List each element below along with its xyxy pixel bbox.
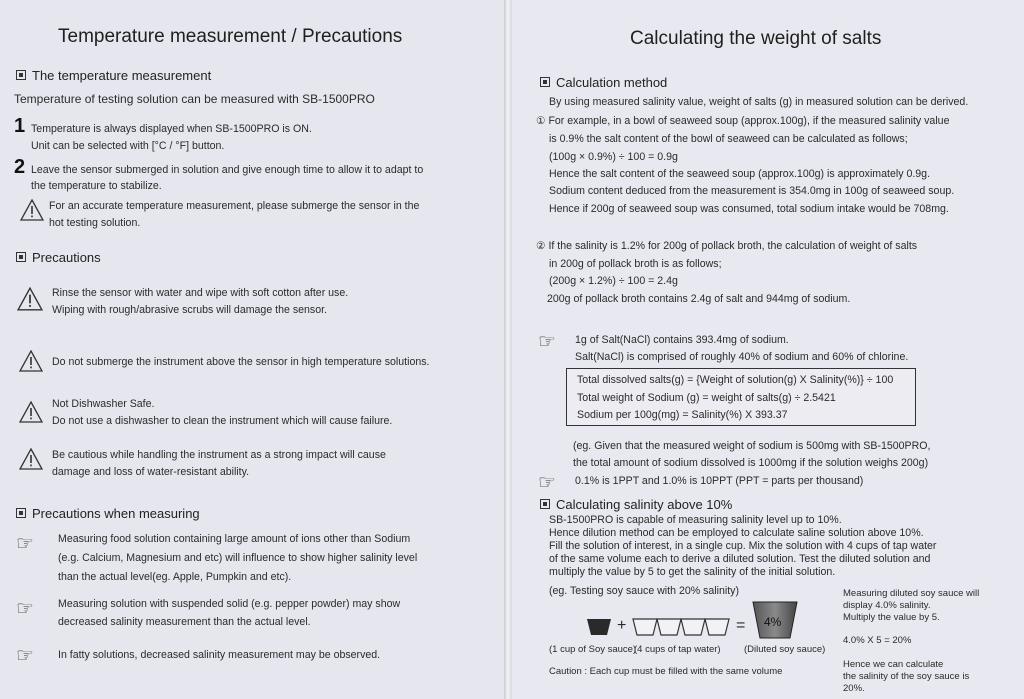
example-1-line-1: ① For example, in a bowl of seaweed soup (approx.100g), if the measured salinity value: [536, 115, 950, 127]
example-1-line-6: Hence if 200g of seaweed soup was consumed, total sodium intake would be 708mg.: [549, 203, 949, 215]
water-cup-3-icon: [680, 618, 706, 636]
precaution-3-line-2: Do not use a dishwasher to clean the instrument which will cause failure.: [52, 415, 393, 427]
precaution-1-line-1: Rinse the sensor with water and wipe with soft cotton after use.: [52, 287, 349, 299]
example-1-line-5: Sodium content deduced from the measurement is 354.0mg in 100g of seaweed soup.: [549, 185, 955, 197]
example-2-line-2: in 200g of pollack broth is as follows;: [549, 258, 722, 270]
formula-total-sodium: Total weight of Sodium (g) = weight of salts(g) ÷ 2.5421: [577, 392, 836, 404]
sodium-example-line-1: (eg. Given that the measured weight of sodium is 500mg with SB-1500PRO,: [573, 440, 931, 452]
caption-diluted: (Diluted soy sauce): [744, 644, 826, 655]
right-page-title: Calculating the weight of salts: [630, 28, 882, 49]
pointing-hand-icon: ☞: [16, 598, 34, 620]
side-note-line-1: Measuring diluted soy sauce will: [843, 588, 980, 599]
formula-total-salts: Total dissolved salts(g) = {Weight of solution(g) X Salinity(%)} ÷ 100: [577, 374, 894, 386]
bullet-square-icon: [540, 77, 550, 87]
soy-sauce-cup-icon: [586, 618, 612, 636]
temperature-intro: Temperature of testing solution can be measured with SB-1500PRO: [14, 92, 375, 106]
above10-line-4: of the same volume each to derive a diluted solution. Test the diluted solution and: [549, 553, 931, 565]
precautions-heading: Precautions: [16, 250, 101, 265]
precaution-1-line-2: Wiping with rough/abrasive scrubs will damage the sensor.: [52, 304, 327, 316]
step-2-number: 2: [14, 156, 26, 178]
example-2-line-4: 200g of pollack broth contains 2.4g of salt and 944mg of sodium.: [547, 293, 851, 305]
plus-sign: +: [617, 617, 627, 634]
bullet-square-icon: [16, 252, 26, 262]
measuring-note-1-line-2: (e.g. Calcium, Magnesium and etc) will influence to show higher salinity level: [58, 552, 418, 564]
measuring-note-3-line-1: In fatty solutions, decreased salinity measurement may be observed.: [58, 649, 381, 661]
side-note-line-7: 20%.: [843, 683, 865, 694]
temperature-warning-line-1: For an accurate temperature measurement, please submerge the sensor in the: [49, 200, 420, 212]
soy-sauce-example: (eg. Testing soy sauce with 20% salinity): [549, 585, 739, 597]
water-cup-4-icon: [704, 618, 730, 636]
measuring-note-1-line-3: than the actual level(eg. Apple, Pumpkin and etc).: [58, 571, 292, 583]
calculation-method-heading: Calculation method: [540, 75, 667, 90]
pointing-hand-icon: ☞: [538, 472, 556, 494]
example-2-line-1: ② If the salinity is 1.2% for 200g of pollack broth, the calculation of weight of salts: [536, 240, 918, 252]
pointing-hand-icon: ☞: [16, 645, 34, 667]
above10-line-5: multiply the value by 5 to get the salinity of the initial solution.: [549, 566, 836, 578]
precaution-2-line-1: Do not submerge the instrument above the sensor in high temperature solutions.: [52, 356, 430, 368]
side-note-line-5: Hence we can calculate: [843, 659, 944, 670]
example-2-line-3: (200g × 1.2%) ÷ 100 = 2.4g: [549, 275, 678, 287]
precaution-3-line-1: Not Dishwasher Safe.: [52, 398, 155, 410]
side-note-line-6: the salinity of the soy sauce is: [843, 671, 970, 682]
ppt-note: 0.1% is 1PPT and 1.0% is 10PPT (PPT = parts per thousand): [575, 475, 864, 487]
calculation-intro: By using measured salinity value, weight of salts (g) in measured solution can be derived.: [549, 96, 969, 108]
side-note-line-4: 4.0% X 5 = 20%: [843, 635, 912, 646]
page-gutter: [504, 0, 512, 699]
bullet-square-icon: [16, 70, 26, 80]
salinity-above-10-heading: Calculating salinity above 10%: [540, 497, 732, 512]
step-2-line-1: Leave the sensor submerged in solution and give enough time to allow it to adapt to: [31, 164, 424, 176]
pointing-hand-icon: ☞: [538, 331, 556, 353]
step-1-line-2: Unit can be selected with [°C / °F] button.: [31, 140, 225, 152]
example-1-line-4: Hence the salt content of the seaweed soup (approx.100g) is approximately 0.9g.: [549, 168, 931, 180]
warning-triangle-icon: [19, 401, 43, 423]
above10-line-2: Hence dilution method can be employed to calculate saline solution above 10%.: [549, 527, 924, 539]
cup-caution: Caution : Each cup must be filled with the same volume: [549, 666, 783, 677]
step-1-line-1: Temperature is always displayed when SB-1500PRO is ON.: [31, 123, 312, 135]
caption-soy-sauce: (1 cup of Soy sauce): [549, 644, 637, 655]
above10-line-1: SB-1500PRO is capable of measuring salinity level up to 10%.: [549, 514, 842, 526]
caption-tap-water: (4 cups of tap water): [634, 644, 721, 655]
warning-triangle-icon: [19, 350, 43, 372]
measuring-note-1-line-1: Measuring food solution containing large amount of ions other than Sodium: [58, 533, 411, 545]
equals-sign: =: [736, 617, 746, 634]
side-note-line-2: display 4.0% salinity.: [843, 600, 931, 611]
bullet-square-icon: [16, 508, 26, 518]
step-1-number: 1: [14, 115, 26, 137]
side-note-line-3: Multiply the value by 5.: [843, 612, 940, 623]
sodium-example-line-2: the total amount of sodium dissolved is 1000mg if the solution weighs 200g): [573, 457, 929, 469]
salt-note-line-2: Salt(NaCl) is comprised of roughly 40% of sodium and 60% of chlorine.: [575, 351, 909, 363]
formula-sodium-per-100g: Sodium per 100g(mg) = Salinity(%) X 393.37: [577, 409, 788, 421]
temperature-section-heading: The temperature measurement: [16, 68, 211, 83]
measuring-note-2-line-1: Measuring solution with suspended solid (e.g. pepper powder) may show: [58, 598, 401, 610]
warning-triangle-icon: [17, 287, 43, 311]
above10-line-3: Fill the solution of interest, in a single cup. Mix the solution with 4 cups of tap water: [549, 540, 937, 552]
measuring-precautions-heading: Precautions when measuring: [16, 506, 200, 521]
example-1-line-3: (100g × 0.9%) ÷ 100 = 0.9g: [549, 151, 678, 163]
measuring-note-2-line-2: decreased salinity measurement than the actual level.: [58, 616, 311, 628]
water-cup-1-icon: [632, 618, 658, 636]
diluted-cup-value: 4%: [764, 615, 782, 629]
left-page-title: Temperature measurement / Precautions: [58, 26, 403, 47]
precaution-4-line-1: Be cautious while handling the instrument as a strong impact will cause: [52, 449, 386, 461]
pointing-hand-icon: ☞: [16, 533, 34, 555]
step-2-line-2: the temperature to stabilize.: [31, 180, 162, 192]
precaution-4-line-2: damage and loss of water-resistant ability.: [52, 466, 250, 478]
bullet-square-icon: [540, 499, 550, 509]
water-cup-2-icon: [656, 618, 682, 636]
salt-note-line-1: 1g of Salt(NaCl) contains 393.4mg of sodium.: [575, 334, 789, 346]
example-1-line-2: is 0.9% the salt content of the bowl of seaweed can be calculated as follows;: [549, 133, 908, 145]
temperature-warning-line-2: hot testing solution.: [49, 217, 141, 229]
warning-triangle-icon: [19, 448, 43, 470]
warning-triangle-icon: [20, 199, 44, 221]
